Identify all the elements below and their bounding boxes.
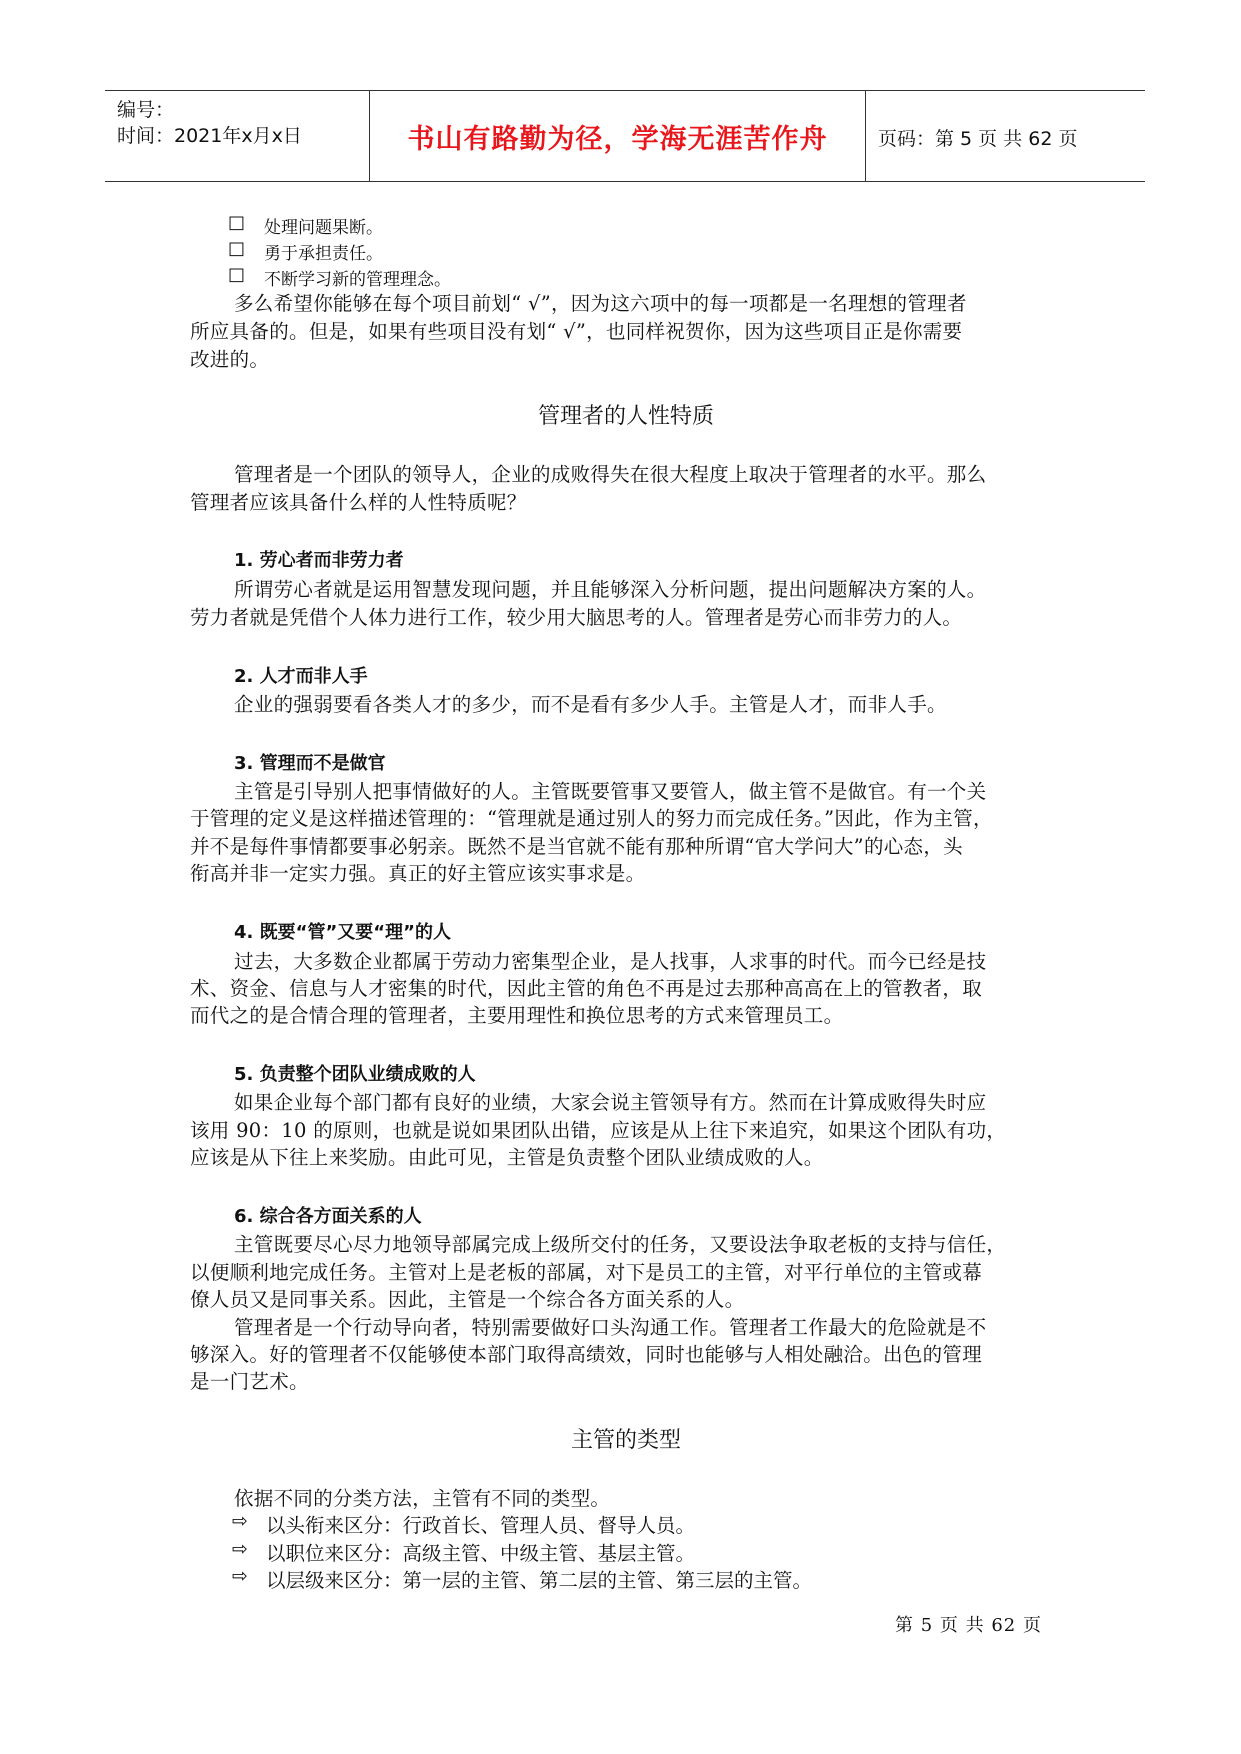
section-title: 管理者的人性特质 xyxy=(537,404,714,429)
list-item: 以层级来区分：第一层的主管、第二层的主管、第三层的主管。 xyxy=(266,1569,813,1592)
paragraph-line: 依据不同的分类方法，主管有不同的类型。 xyxy=(234,1487,611,1510)
paragraph-line: 管理者是一个团队的领导人，企业的成败得失在很大程度上取决于管理者的水平。那么 xyxy=(234,463,987,486)
arrow-bullet-icon: ⇨ xyxy=(232,1538,248,1560)
paragraph-line: 并不是每件事情都要事必躬亲。既然不是当官就不能有那种所谓“官大学问大”的心态，头 xyxy=(190,835,963,858)
subsection-heading: 1. 劳心者而非劳力者 xyxy=(234,550,404,571)
section-title: 主管的类型 xyxy=(570,1428,681,1453)
paragraph-line: 如果企业每个部门都有良好的业绩，大家会说主管领导有方。然而在计算成败得失时应 xyxy=(234,1091,987,1114)
checklist-item: 不断学习新的管理理念。 xyxy=(264,270,451,290)
paragraph-line: 管理者应该具备什么样的人性特质呢？ xyxy=(190,491,527,514)
subsection-heading: 6. 综合各方面关系的人 xyxy=(234,1206,422,1227)
subsection-heading: 3. 管理而不是做官 xyxy=(234,753,386,774)
paragraph-line: 是一门艺术。 xyxy=(190,1370,309,1393)
paragraph-line: 主管既要尽心尽力地领导部属完成上级所交付的任务，又要设法争取老板的支持与信任， xyxy=(234,1233,1007,1256)
header-page-cell xyxy=(866,91,1145,181)
header-info-cell xyxy=(105,91,370,181)
list-item: 以头衔来区分：行政首长、管理人员、督导人员。 xyxy=(266,1514,696,1537)
page-header xyxy=(105,90,1145,182)
checkbox-icon: □ xyxy=(228,212,246,233)
paragraph-line: 而代之的是合情合理的管理者，主要用理性和换位思考的方式来管理员工。 xyxy=(190,1004,844,1027)
header-page-code: 页码：第 5 页 共 62 页 xyxy=(878,128,1078,150)
checklist-item: 勇于承担责任。 xyxy=(264,244,383,264)
subsection-heading: 5. 负责整个团队业绩成败的人 xyxy=(234,1064,476,1085)
paragraph-line: 所谓劳心者就是运用智慧发现问题，并且能够深入分析问题，提出问题解决方案的人。 xyxy=(234,578,987,601)
paragraph-line: 术、资金、信息与人才密集的时代，因此主管的角色不再是过去那种高高在上的管教者，取 xyxy=(190,977,983,1000)
paragraph-line: 主管是引导别人把事情做好的人。主管既要管事又要管人，做主管不是做官。有一个关 xyxy=(234,780,987,803)
paragraph-line: 以便顺利地完成任务。主管对上是老板的部属，对下是员工的主管，对平行单位的主管或幕 xyxy=(190,1261,983,1284)
document-number-label: 编号： xyxy=(117,99,175,121)
paragraph-line: 过去，大多数企业都属于劳动力密集型企业，是人找事，人求事的时代。而今已经是技 xyxy=(234,950,987,973)
list-item: 以职位来区分：高级主管、中级主管、基层主管。 xyxy=(266,1542,696,1565)
paragraph-line: 劳力者就是凭借个人体力进行工作，较少用大脑思考的人。管理者是劳心而非劳力的人。 xyxy=(190,606,963,629)
paragraph-line: 够深入。好的管理者不仅能够使本部门取得高绩效，同时也能够与人相处融洽。出色的管理 xyxy=(190,1343,983,1366)
arrow-bullet-icon: ⇨ xyxy=(232,1565,248,1587)
page-footer: 第 5 页 共 62 页 xyxy=(895,1615,1042,1636)
paragraph-line: 改进的。 xyxy=(190,348,270,371)
checklist-item: 处理问题果断。 xyxy=(264,218,383,238)
paragraph-line: 管理者是一个行动导向者，特别需要做好口头沟通工作。管理者工作最大的危险就是不 xyxy=(234,1316,987,1339)
checkbox-icon: □ xyxy=(228,238,246,259)
subsection-heading: 2. 人才而非人手 xyxy=(234,666,368,687)
arrow-bullet-icon: ⇨ xyxy=(232,1510,248,1532)
header-motto: 书山有路勤为径，学海无涯苦作舟 xyxy=(407,124,828,155)
paragraph-line: 该用 90：10 的原则，也就是说如果团队出错，应该是从上往下来追究，如果这个团队有功， xyxy=(190,1119,1007,1142)
paragraph-line: 企业的强弱要看各类人才的多少，而不是看有多少人手。主管是人才，而非人手。 xyxy=(234,693,947,716)
document-time-label: 时间：2021年x月x日 xyxy=(117,125,302,147)
paragraph-line: 于管理的定义是这样描述管理的：“管理就是通过别人的努力而完成任务。”因此，作为主管， xyxy=(190,807,993,830)
paragraph-line: 所应具备的。但是，如果有些项目没有划“ √”，也同样祝贺你，因为这些项目正是你需要 xyxy=(190,320,963,343)
checkbox-icon: □ xyxy=(228,264,246,285)
paragraph-line: 应该是从下往上来奖励。由此可见，主管是负责整个团队业绩成败的人。 xyxy=(190,1146,824,1169)
subsection-heading: 4. 既要“管”又要“理”的人 xyxy=(234,922,451,943)
paragraph-line: 衔高并非一定实力强。真正的好主管应该实事求是。 xyxy=(190,862,646,885)
header-motto-cell xyxy=(370,91,866,181)
paragraph-line: 僚人员又是同事关系。因此，主管是一个综合各方面关系的人。 xyxy=(190,1288,745,1311)
paragraph-line: 多么希望你能够在每个项目前划“ √”，因为这六项中的每一项都是一名理想的管理者 xyxy=(234,292,967,315)
